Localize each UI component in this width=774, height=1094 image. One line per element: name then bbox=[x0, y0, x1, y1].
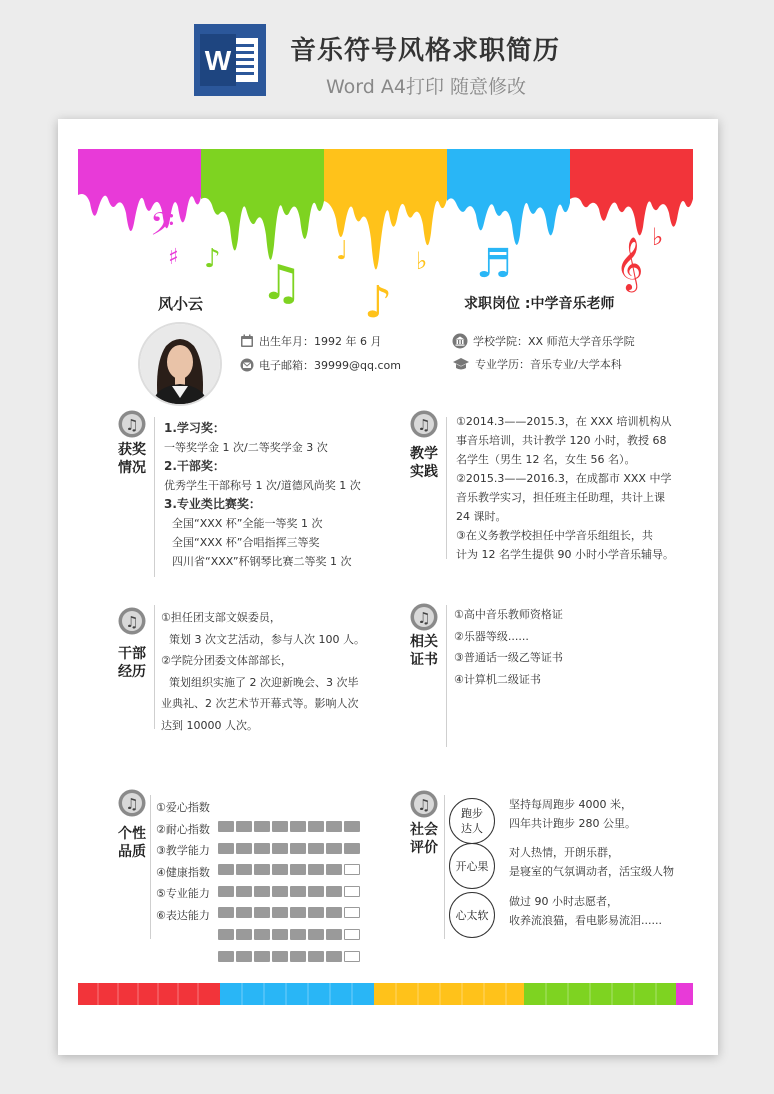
school-text: 学校学院：XX 师范大学音乐学院 bbox=[473, 335, 635, 348]
level-segment-empty bbox=[344, 951, 360, 962]
level-segment-filled bbox=[218, 821, 234, 832]
quality-label: ④健康指数 bbox=[156, 865, 210, 879]
level-segment-filled bbox=[254, 821, 270, 832]
avatar-photo-icon bbox=[140, 324, 220, 404]
divider-line bbox=[446, 605, 447, 747]
major-info bbox=[452, 356, 622, 372]
level-segment-filled bbox=[236, 951, 252, 962]
birth-text: 出生年月：1992 年 6 月 bbox=[259, 335, 382, 348]
quality-labels bbox=[156, 797, 210, 927]
svg-text:♭: ♭ bbox=[652, 223, 664, 251]
level-segment-filled bbox=[308, 821, 324, 832]
quality-label: ①爱心指数 bbox=[156, 801, 210, 814]
level-segment-filled bbox=[290, 929, 306, 940]
level-segment-filled bbox=[326, 843, 342, 854]
bottom-color-bar bbox=[78, 983, 693, 1005]
social-desc: 做过 90 小时志愿者， 收养流浪猫，看电影易流泪...... bbox=[509, 895, 662, 927]
level-segment-empty bbox=[344, 864, 360, 875]
level-segment-filled bbox=[326, 821, 342, 832]
level-segment-filled bbox=[236, 821, 252, 832]
svg-text:♫: ♫ bbox=[125, 416, 139, 434]
candidate-name: 风小云 bbox=[158, 295, 204, 313]
quality-label: ③教学能力 bbox=[156, 844, 210, 858]
cadre-content: ①担任团支部文娱委员， 策划 3 次文艺活动，参与人次 100 人。 ②学院分团委文体部部长， 策划组织实施了 2 次迎新晚会、3 次毕 业典礼、2 次艺术节开幕式等。影响人次 达到 10000 人次。 bbox=[161, 611, 365, 732]
music-note-badge-icon bbox=[118, 410, 146, 438]
level-segment-filled bbox=[272, 821, 288, 832]
divider-line bbox=[150, 795, 151, 939]
level-segment-filled bbox=[236, 907, 252, 918]
music-note-badge-icon bbox=[118, 607, 146, 635]
level-segment-empty bbox=[344, 886, 360, 897]
social-tag-softhearted: 心太软 bbox=[449, 892, 495, 938]
social-desc: 对人热情，开朗乐群， 是寝室的气氛调动者，活宝级人物 bbox=[509, 846, 674, 878]
level-segment-filled bbox=[326, 929, 342, 940]
school-icon bbox=[452, 333, 468, 349]
calendar-icon bbox=[240, 334, 254, 348]
level-segment-filled bbox=[290, 907, 306, 918]
level-segment-filled bbox=[218, 907, 234, 918]
page-title: 音乐符号风格求职简历 bbox=[290, 36, 561, 66]
teaching-content: ①2014.3——2015.3，在 XXX 培训机构从 事音乐培训，共计教学 120 小时，教授 68 名学生（男生 12 名，女生 56 名）。 ②2015.3——2016.3，在成都市 XXX 中学 音乐教学实习，担任班主任助理，共计上课 24 课时。 ③在义务教学校担任中学音乐组组长，共 计为 12 名学生提供 90 小时小学音乐辅导。 bbox=[456, 415, 674, 561]
level-segment-empty bbox=[344, 907, 360, 918]
level-segment-filled bbox=[326, 907, 342, 918]
level-segment-filled bbox=[308, 886, 324, 897]
major-text: 专业学历：音乐专业/大学本科 bbox=[475, 358, 622, 371]
cadre-title: 干部 经历 bbox=[118, 646, 146, 680]
page-header bbox=[0, 0, 774, 112]
level-segment-filled bbox=[254, 886, 270, 897]
music-note-badge-icon bbox=[410, 790, 438, 818]
quality-level-bar bbox=[218, 907, 360, 918]
svg-text:𝄞: 𝄞 bbox=[616, 236, 644, 290]
music-note-badge-icon bbox=[410, 410, 438, 438]
svg-text:♩: ♩ bbox=[336, 236, 349, 266]
level-segment-filled bbox=[218, 929, 234, 940]
page-subtitle: Word A4打印 随意修改 bbox=[326, 76, 527, 98]
social-tag-runner: 跑步 达人 bbox=[449, 798, 495, 844]
email-icon bbox=[240, 358, 254, 372]
quality-level-bar bbox=[218, 951, 360, 962]
level-segment-filled bbox=[308, 951, 324, 962]
level-segment-filled bbox=[272, 843, 288, 854]
svg-text:♫: ♫ bbox=[125, 613, 139, 631]
quality-level-bar bbox=[218, 929, 360, 940]
resume-page bbox=[58, 119, 718, 1055]
level-segment-filled bbox=[254, 907, 270, 918]
level-segment-filled bbox=[236, 886, 252, 897]
svg-text:♫: ♫ bbox=[260, 255, 304, 311]
svg-text:♫: ♫ bbox=[417, 609, 431, 627]
quality-level-bar bbox=[218, 843, 360, 854]
level-segment-filled bbox=[272, 929, 288, 940]
level-segment-filled bbox=[272, 886, 288, 897]
level-segment-filled bbox=[290, 886, 306, 897]
level-segment-filled bbox=[326, 864, 342, 875]
quality-level-bar bbox=[218, 864, 360, 875]
level-segment-filled bbox=[272, 864, 288, 875]
level-segment-filled bbox=[254, 929, 270, 940]
svg-text:♪: ♪ bbox=[364, 277, 393, 328]
quality-label: ②耐心指数 bbox=[156, 822, 210, 836]
graduation-cap-icon bbox=[452, 357, 470, 371]
divider-line bbox=[154, 605, 155, 729]
level-segment-filled bbox=[218, 951, 234, 962]
svg-text:♫: ♫ bbox=[417, 796, 431, 814]
certs-content: ①高中音乐教师资格证 ②乐器等级...... ③普通话一级乙等证书 ④计算机二级证书 bbox=[454, 608, 563, 686]
level-segment-filled bbox=[290, 843, 306, 854]
level-segment-filled bbox=[290, 951, 306, 962]
level-segment-filled bbox=[308, 864, 324, 875]
level-segment-filled bbox=[236, 843, 252, 854]
svg-text:♫: ♫ bbox=[125, 795, 139, 813]
svg-text:♬: ♬ bbox=[476, 241, 512, 287]
level-segment-filled bbox=[308, 843, 324, 854]
level-segment-filled bbox=[254, 843, 270, 854]
email-info bbox=[240, 357, 401, 373]
birth-info bbox=[240, 333, 381, 349]
level-segment-filled bbox=[326, 886, 342, 897]
avatar bbox=[138, 322, 222, 406]
level-segment-filled bbox=[236, 864, 252, 875]
divider-line bbox=[154, 417, 155, 577]
level-segment-filled bbox=[218, 843, 234, 854]
level-segment-filled bbox=[272, 907, 288, 918]
svg-text:W: W bbox=[204, 45, 232, 76]
level-segment-empty bbox=[344, 929, 360, 940]
level-segment-filled bbox=[254, 864, 270, 875]
certs-title: 相关 证书 bbox=[410, 634, 438, 668]
level-segment-filled bbox=[218, 864, 234, 875]
music-note-badge-icon bbox=[410, 603, 438, 631]
level-segment-filled bbox=[218, 886, 234, 897]
email-text: 电子邮箱：39999@qq.com bbox=[259, 359, 401, 372]
svg-text:𝄢: 𝄢 bbox=[150, 206, 175, 250]
level-segment-filled bbox=[308, 907, 324, 918]
level-segment-filled bbox=[290, 864, 306, 875]
level-segment-filled bbox=[344, 843, 360, 854]
awards-title: 获奖 情况 bbox=[118, 442, 146, 476]
level-segment-filled bbox=[326, 951, 342, 962]
social-tag-cheerful: 开心果 bbox=[449, 843, 495, 889]
quality-level-bars bbox=[218, 821, 360, 972]
quality-title: 个性 品质 bbox=[118, 826, 146, 860]
svg-text:♯: ♯ bbox=[168, 245, 179, 270]
social-title: 社会 评价 bbox=[410, 822, 438, 856]
school-info bbox=[452, 333, 635, 349]
svg-text:♫: ♫ bbox=[417, 416, 431, 434]
quality-level-bar bbox=[218, 821, 360, 832]
divider-line bbox=[444, 795, 445, 939]
word-logo-icon bbox=[194, 24, 266, 96]
awards-content: 1.学习奖： 一等奖学金 1 次/二等奖学金 3 次 2.干部奖： 优秀学生干部称号 1 次/道德风尚奖 1 次 3.专业类比赛奖： 全国“XXX 杯”全能一等奖 1 次 全国“XXX 杯”合唱指挥三等奖 四川省“XXX”杯钢琴比赛二等奖 1 次 bbox=[164, 421, 361, 568]
quality-label: ⑤专业能力 bbox=[156, 887, 210, 901]
level-segment-filled bbox=[290, 821, 306, 832]
quality-label: ⑥表达能力 bbox=[156, 908, 210, 922]
level-segment-filled bbox=[236, 929, 252, 940]
divider-line bbox=[446, 417, 447, 559]
teaching-title: 教学 实践 bbox=[410, 446, 438, 480]
target-job: 求职岗位 :中学音乐老师 bbox=[464, 296, 615, 312]
svg-text:♭: ♭ bbox=[416, 247, 428, 275]
svg-text:♪: ♪ bbox=[204, 244, 221, 274]
social-desc: 坚持每周跑步 4000 米， 四年共计跑步 280 公里。 bbox=[509, 798, 636, 830]
level-segment-filled bbox=[344, 821, 360, 832]
quality-level-bar bbox=[218, 886, 360, 897]
level-segment-filled bbox=[254, 951, 270, 962]
level-segment-filled bbox=[308, 929, 324, 940]
music-note-badge-icon bbox=[118, 789, 146, 817]
level-segment-filled bbox=[272, 951, 288, 962]
